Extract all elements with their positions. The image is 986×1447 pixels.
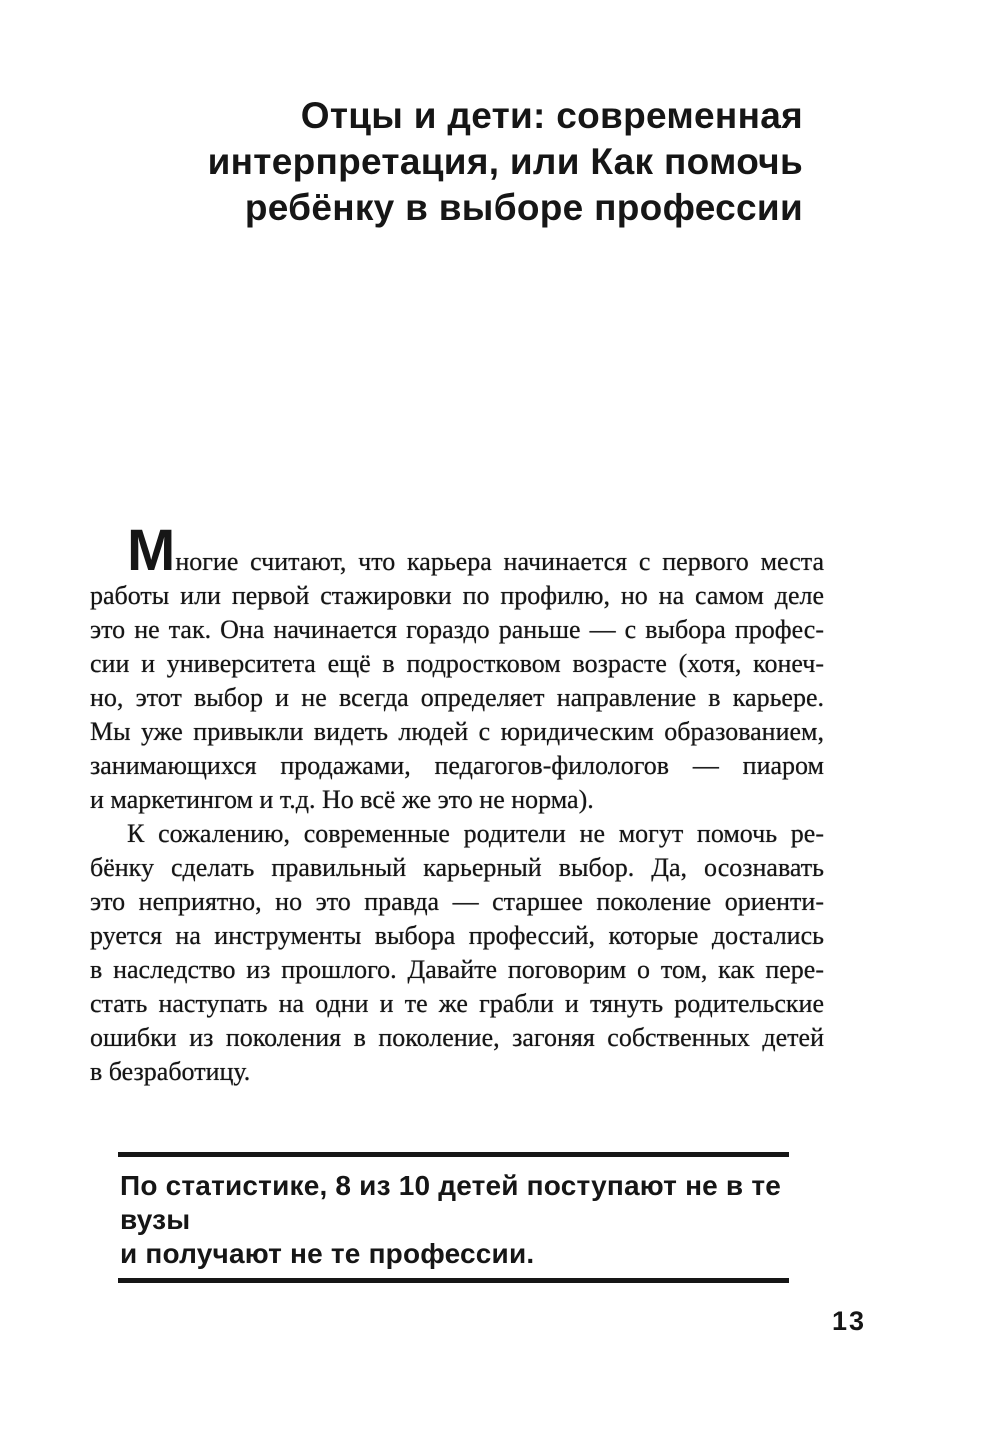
text-line: в безработицу. xyxy=(90,1057,251,1086)
text-line: это неприятно, но это правда — старшее поколение ориенти- xyxy=(90,887,824,916)
chapter-title-line-2: интерпретация, или Как помочь xyxy=(207,141,803,182)
raised-initial-cap: М xyxy=(127,518,176,583)
text-line: бёнку сделать правильный карьерный выбор. Да, осознавать xyxy=(90,853,824,882)
text-line xyxy=(90,518,824,583)
text-line: и маркетингом и т.д. Но всё же это не норма). xyxy=(90,785,594,814)
chapter-title-line-1: Отцы и дети: современная xyxy=(300,95,803,136)
callout-box xyxy=(118,1152,789,1283)
chapter-title xyxy=(110,93,803,231)
text-line: работы или первой стажировки по профилю, но на самом деле xyxy=(90,581,824,610)
chapter-title-line-3: ребёнку в выборе профессии xyxy=(244,187,803,228)
text-line-content: ногие считают, что карьера начинается с первого места xyxy=(175,547,824,576)
page-number: 13 xyxy=(831,1306,867,1336)
text-line: но, этот выбор и не всегда определяет направление в карьере. xyxy=(90,683,824,712)
text-line: К сожалению, современные родители не могут помочь ре- xyxy=(127,819,824,848)
text-line: это не так. Она начинается гораздо раньше — с выбора профес- xyxy=(90,615,824,644)
text-line: стать наступать на одни и те же грабли и тянуть родительские xyxy=(90,989,824,1018)
text-line: в наследство из прошлого. Давайте поговорим о том, как пере- xyxy=(90,955,824,984)
text-line: сии и университета ещё в подростковом возрасте (хотя, конеч- xyxy=(90,649,824,678)
text-line: руется на инструменты выбора профессий, которые достались xyxy=(90,921,824,950)
callout-line-2: и получают не те профессии. xyxy=(120,1238,535,1269)
text-line: ошибки из поколения в поколение, загоняя собственных детей xyxy=(90,1023,824,1052)
text-line: Мы уже привыкли видеть людей с юридическим образованием, xyxy=(90,717,824,746)
callout-line-1: По статистике, 8 из 10 детей поступают не в те вузы xyxy=(120,1170,782,1235)
body-text xyxy=(90,518,824,1089)
text-line: занимающихся продажами, педагогов-филологов — пиаром xyxy=(90,751,824,780)
